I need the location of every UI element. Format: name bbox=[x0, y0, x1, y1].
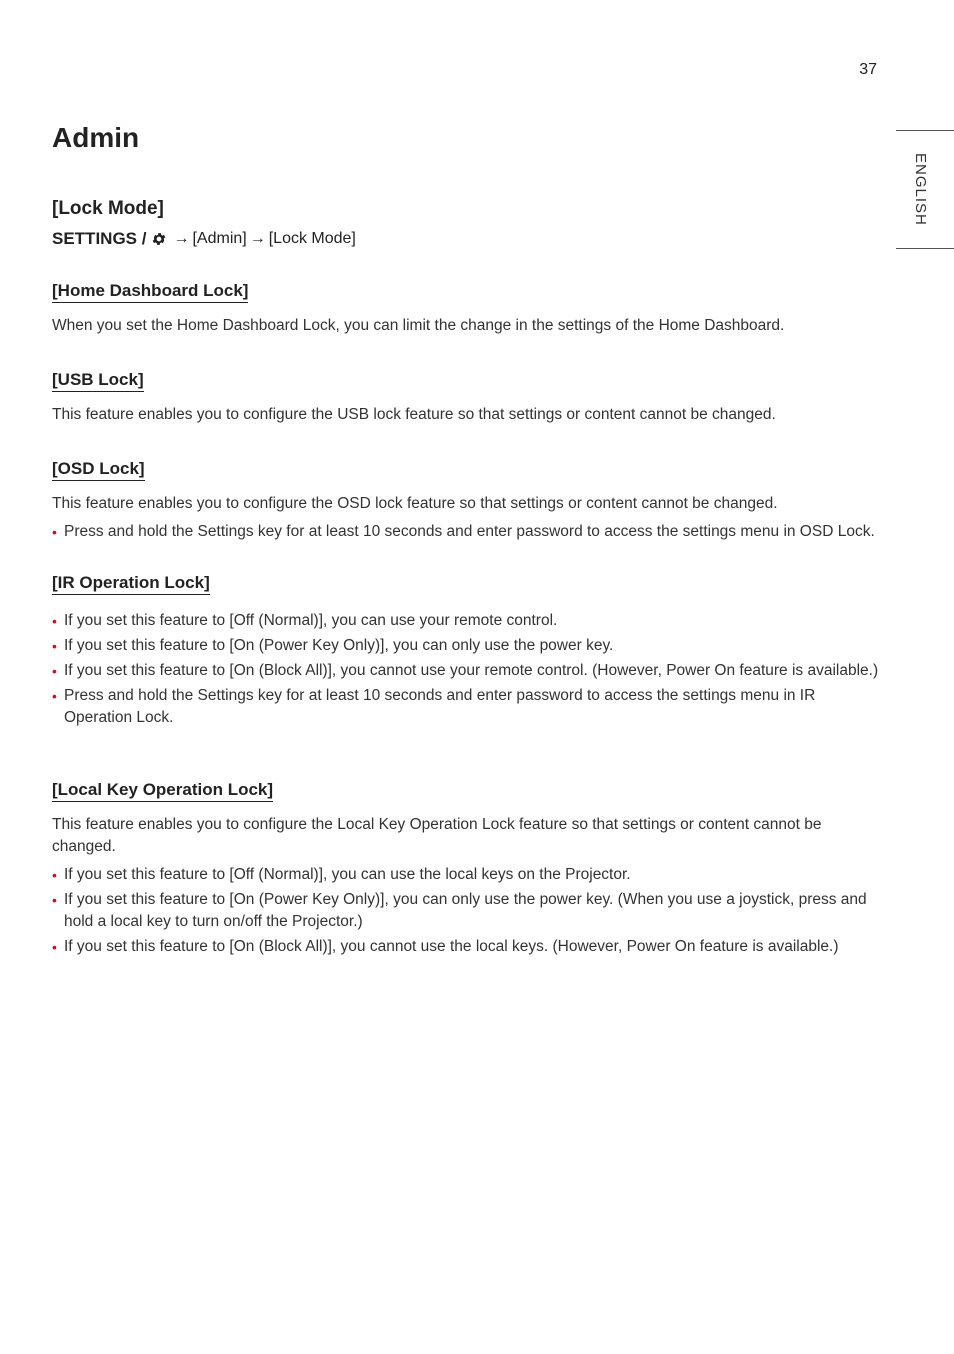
usb-lock-heading: [USB Lock] bbox=[52, 370, 144, 392]
osd-lock-list bbox=[52, 521, 882, 543]
bullet-icon: • bbox=[52, 867, 57, 883]
menu-path bbox=[52, 229, 356, 249]
local-key-operation-lock-text: This feature enables you to configure the Local Key Operation Lock feature so that settings or content cannot be changed. bbox=[52, 816, 822, 855]
list-item: • If you set this feature to [On (Block All)], you cannot use the local keys. (However, Power On feature is available.) bbox=[52, 936, 882, 958]
path-step-admin: [Admin] bbox=[192, 230, 247, 247]
arrow-icon: → bbox=[249, 230, 266, 247]
local-key-operation-lock-section bbox=[52, 780, 882, 961]
language-tab bbox=[896, 130, 954, 249]
home-dashboard-lock-heading: [Home Dashboard Lock] bbox=[52, 281, 248, 303]
bullet-icon: • bbox=[52, 524, 57, 540]
language-tab-label: ENGLISH bbox=[912, 153, 929, 226]
bullet-icon: • bbox=[52, 688, 57, 704]
home-dashboard-lock-section bbox=[52, 281, 882, 343]
usb-lock-text: This feature enables you to configure the USB lock feature so that settings or content cannot be changed. bbox=[52, 406, 776, 423]
list-item: • If you set this feature to [On (Power Key Only)], you can only use the power key. (When you use a joystick, press and hold a local key to turn on/off the Projector.) bbox=[52, 891, 867, 930]
ir-operation-lock-list bbox=[52, 610, 882, 729]
list-item: • Press and hold the Settings key for at least 10 seconds and enter password to access the settings menu in IR Operation Lock. bbox=[52, 687, 816, 726]
ir-operation-lock-section bbox=[52, 573, 882, 732]
home-dashboard-lock-text: When you set the Home Dashboard Lock, you can limit the change in the settings of the Home Dashboard. bbox=[52, 317, 785, 334]
list-item: • Press and hold the Settings key for at least 10 seconds and enter password to access the settings menu in OSD Lock. bbox=[52, 521, 882, 543]
usb-lock-section bbox=[52, 370, 882, 432]
list-item: • If you set this feature to [On (Block All)], you cannot use your remote control. (However, Power On feature is available.) bbox=[52, 660, 882, 682]
page-title: Admin bbox=[52, 122, 140, 153]
bullet-icon: • bbox=[52, 892, 57, 908]
ir-operation-lock-heading: [IR Operation Lock] bbox=[52, 573, 210, 595]
list-item: • If you set this feature to [Off (Normal)], you can use your remote control. bbox=[52, 610, 882, 632]
path-settings: SETTINGS / bbox=[52, 229, 147, 248]
bullet-icon: • bbox=[52, 663, 57, 679]
bullet-icon: • bbox=[52, 939, 57, 955]
arrow-icon: → bbox=[173, 230, 190, 247]
page-number: 37 bbox=[859, 61, 877, 78]
path-step-lock-mode: [Lock Mode] bbox=[268, 230, 356, 247]
osd-lock-text: This feature enables you to configure the OSD lock feature so that settings or content cannot be changed. bbox=[52, 495, 778, 512]
bullet-icon: • bbox=[52, 613, 57, 629]
gear-icon bbox=[151, 231, 167, 247]
bullet-icon: • bbox=[52, 638, 57, 654]
osd-lock-section bbox=[52, 459, 882, 546]
list-item: • If you set this feature to [On (Power Key Only)], you can only use the power key. bbox=[52, 635, 882, 657]
list-item: • If you set this feature to [Off (Normal)], you can use the local keys on the Projector. bbox=[52, 864, 882, 886]
section-title: [Lock Mode] bbox=[52, 198, 164, 219]
local-key-operation-lock-list bbox=[52, 864, 882, 958]
local-key-operation-lock-heading: [Local Key Operation Lock] bbox=[52, 780, 273, 802]
osd-lock-heading: [OSD Lock] bbox=[52, 459, 145, 481]
